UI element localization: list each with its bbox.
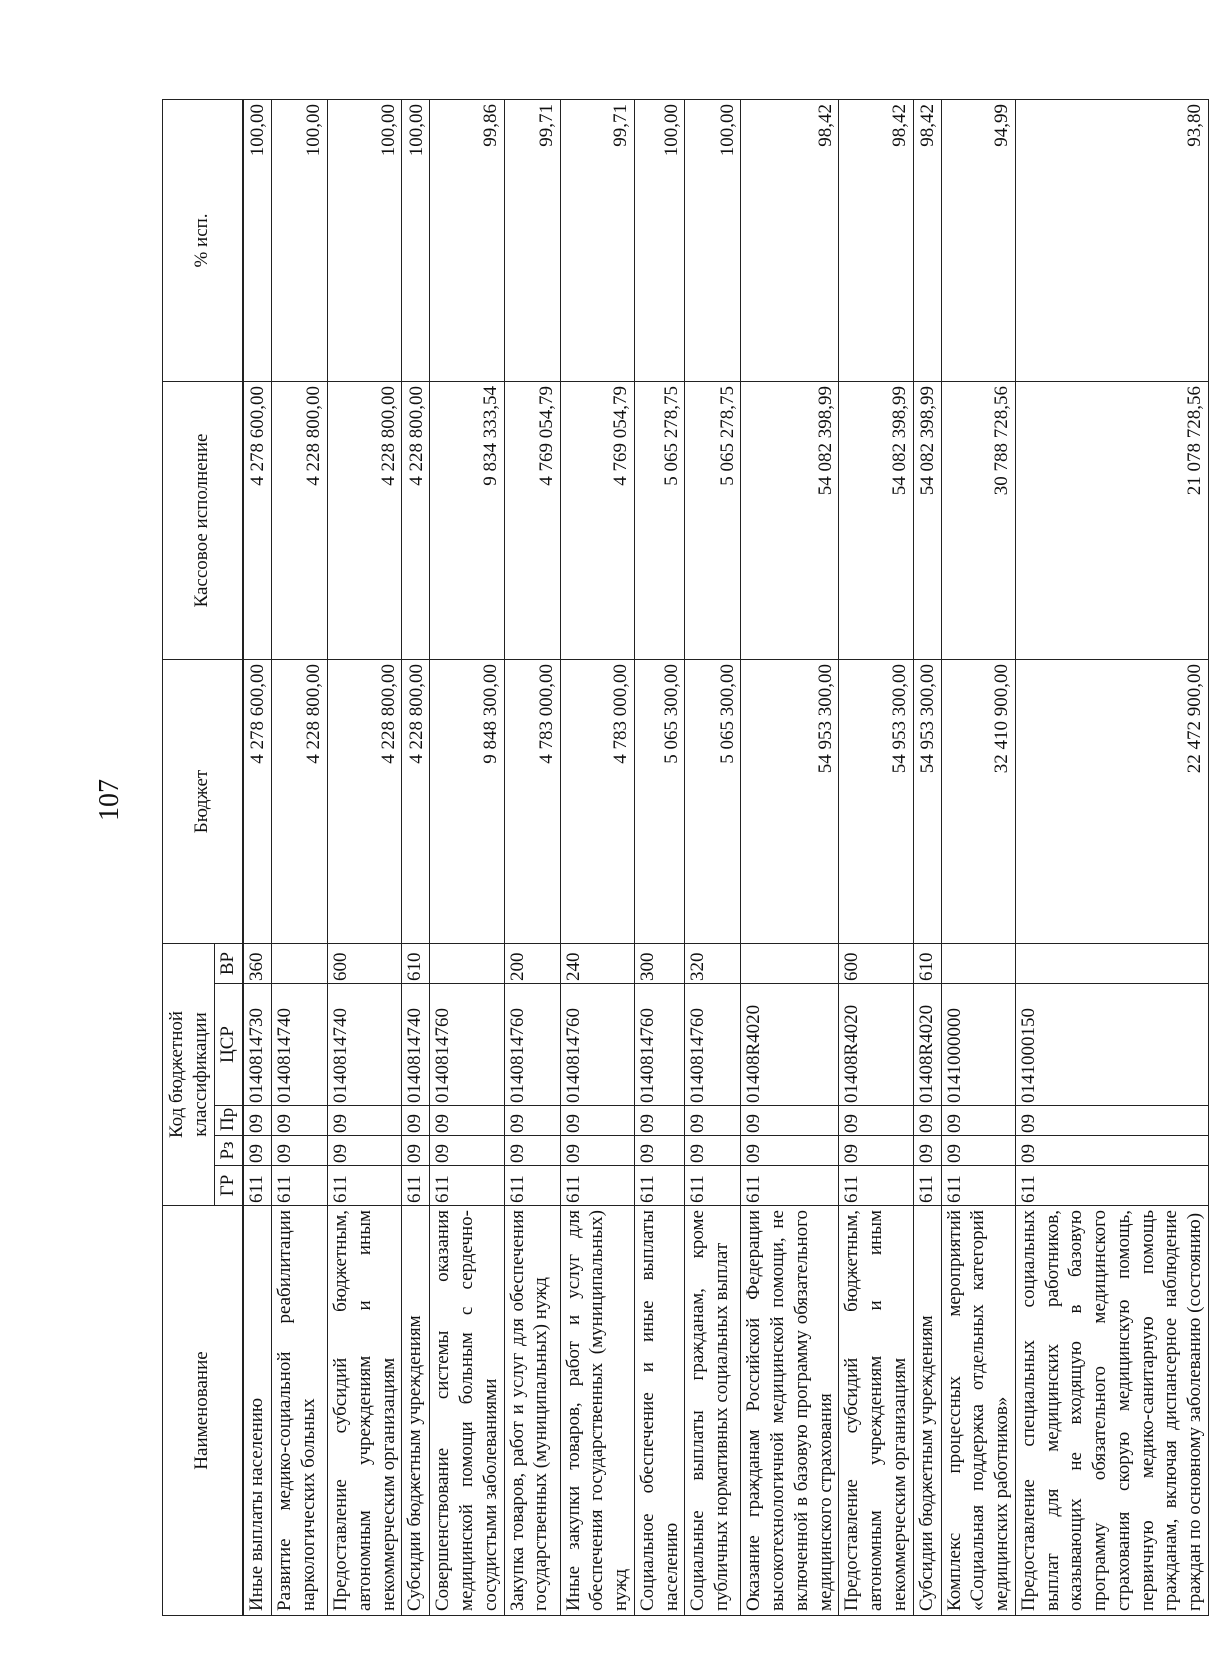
cell-percent: 99,71 bbox=[504, 99, 560, 381]
cell-pr: 09 bbox=[243, 1106, 272, 1136]
cell-name: Оказание гражданам Российской Федерации высокотехнологичной медицинской помощи, не включенной в базовую программу обязательного медицинского страхования bbox=[741, 1206, 839, 1616]
cell-budget: 54 953 300,00 bbox=[839, 659, 913, 943]
budget-table bbox=[162, 99, 1209, 1616]
cell-execution: 54 082 398,99 bbox=[741, 381, 839, 659]
cell-rz: 09 bbox=[741, 1136, 839, 1166]
cell-pr: 09 bbox=[272, 1106, 328, 1136]
cell-pr: 09 bbox=[741, 1106, 839, 1136]
cell-name: Закупка товаров, работ и услуг для обеспечения государственных (муниципальных) нужд bbox=[504, 1206, 560, 1616]
cell-execution: 4 769 054,79 bbox=[560, 381, 634, 659]
cell-vr bbox=[1015, 943, 1208, 983]
cell-rz: 09 bbox=[402, 1136, 430, 1166]
cell-csr: 01408R4020 bbox=[913, 984, 941, 1106]
cell-csr: 01408R4020 bbox=[839, 984, 913, 1106]
cell-rz: 09 bbox=[272, 1136, 328, 1166]
cell-budget: 4 783 000,00 bbox=[560, 659, 634, 943]
cell-vr bbox=[272, 943, 328, 983]
cell-percent: 100,00 bbox=[634, 99, 685, 381]
cell-execution: 4 228 800,00 bbox=[328, 381, 402, 659]
table-row bbox=[560, 99, 634, 1615]
header-csr: ЦСР bbox=[215, 984, 243, 1106]
cell-csr: 0140814740 bbox=[328, 984, 402, 1106]
rotated-table-container bbox=[162, 100, 1205, 1616]
table-row bbox=[504, 99, 560, 1615]
cell-csr: 0140814760 bbox=[560, 984, 634, 1106]
cell-csr: 0140814730 bbox=[243, 984, 272, 1106]
cell-rz: 09 bbox=[560, 1136, 634, 1166]
table-row bbox=[328, 99, 402, 1615]
cell-gr: 611 bbox=[560, 1166, 634, 1206]
cell-gr: 611 bbox=[685, 1166, 741, 1206]
header-rz: Рз bbox=[215, 1136, 243, 1166]
cell-csr: 0140814740 bbox=[272, 984, 328, 1106]
cell-csr: 01408R4020 bbox=[741, 984, 839, 1106]
cell-budget: 22 472 900,00 bbox=[1015, 659, 1208, 943]
cell-vr: 600 bbox=[328, 943, 402, 983]
cell-vr bbox=[741, 943, 839, 983]
cell-percent: 99,86 bbox=[430, 99, 504, 381]
cell-rz: 09 bbox=[243, 1136, 272, 1166]
cell-name: Социальные выплаты гражданам, кроме публичных нормативных социальных выплат bbox=[685, 1206, 741, 1616]
cell-rz: 09 bbox=[430, 1136, 504, 1166]
table-row bbox=[913, 99, 941, 1615]
cell-budget: 32 410 900,00 bbox=[941, 659, 1015, 943]
table-row bbox=[1015, 99, 1208, 1615]
table-row bbox=[839, 99, 913, 1615]
cell-rz: 09 bbox=[1015, 1136, 1208, 1166]
cell-pr: 09 bbox=[1015, 1106, 1208, 1136]
cell-csr: 0141000000 bbox=[941, 984, 1015, 1106]
cell-gr: 611 bbox=[272, 1166, 328, 1206]
cell-csr: 0140814760 bbox=[430, 984, 504, 1106]
cell-csr: 0140814740 bbox=[402, 984, 430, 1106]
cell-pr: 09 bbox=[913, 1106, 941, 1136]
cell-percent: 100,00 bbox=[402, 99, 430, 381]
table-row bbox=[272, 99, 328, 1615]
header-budget: Бюджет bbox=[163, 659, 243, 943]
cell-execution: 30 788 728,56 bbox=[941, 381, 1015, 659]
cell-vr bbox=[430, 943, 504, 983]
cell-csr: 0141000150 bbox=[1015, 984, 1208, 1106]
cell-gr: 611 bbox=[430, 1166, 504, 1206]
cell-pr: 09 bbox=[402, 1106, 430, 1136]
cell-percent: 98,42 bbox=[741, 99, 839, 381]
table-body bbox=[243, 99, 1209, 1615]
cell-rz: 09 bbox=[634, 1136, 685, 1166]
cell-vr: 610 bbox=[913, 943, 941, 983]
cell-gr: 611 bbox=[328, 1166, 402, 1206]
cell-pr: 09 bbox=[839, 1106, 913, 1136]
cell-budget: 4 228 800,00 bbox=[402, 659, 430, 943]
cell-gr: 611 bbox=[941, 1166, 1015, 1206]
cell-percent: 98,42 bbox=[913, 99, 941, 381]
cell-rz: 09 bbox=[328, 1136, 402, 1166]
header-percent: % исп. bbox=[163, 99, 243, 381]
cell-rz: 09 bbox=[685, 1136, 741, 1166]
page-number: 107 bbox=[94, 779, 125, 821]
cell-vr bbox=[941, 943, 1015, 983]
cell-percent: 100,00 bbox=[272, 99, 328, 381]
cell-pr: 09 bbox=[634, 1106, 685, 1136]
cell-name: Комплекс процессных мероприятий «Социальная поддержка отдельных категорий медицинских работников» bbox=[941, 1206, 1015, 1616]
cell-execution: 5 065 278,75 bbox=[685, 381, 741, 659]
cell-execution: 4 278 600,00 bbox=[243, 381, 272, 659]
cell-pr: 09 bbox=[504, 1106, 560, 1136]
cell-name: Совершенствование системы оказания медицинской помощи больным с сердечно-сосудистыми заболеваниями bbox=[430, 1206, 504, 1616]
cell-gr: 611 bbox=[402, 1166, 430, 1206]
cell-gr: 611 bbox=[1015, 1166, 1208, 1206]
table-row bbox=[741, 99, 839, 1615]
cell-budget: 5 065 300,00 bbox=[634, 659, 685, 943]
cell-vr: 600 bbox=[839, 943, 913, 983]
cell-rz: 09 bbox=[839, 1136, 913, 1166]
cell-execution: 9 834 333,54 bbox=[430, 381, 504, 659]
table-row bbox=[430, 99, 504, 1615]
cell-execution: 4 228 800,00 bbox=[272, 381, 328, 659]
cell-name: Предоставление специальных социальных выплат для медицинских работников, оказывающих не входящую в базовую программу обязательного медицинского страхования скорую медицинскую помощь, первичную медико-санитарную помощь гражданам, включая диспансерное наблюдение граждан по основному заболеванию (состоянию) bbox=[1015, 1206, 1208, 1616]
cell-percent: 94,99 bbox=[941, 99, 1015, 381]
cell-name: Предоставление субсидий бюджетным, автономным учреждениям и иным некоммерческим организациям bbox=[328, 1206, 402, 1616]
table-row bbox=[941, 99, 1015, 1615]
table-row bbox=[685, 99, 741, 1615]
cell-percent: 99,71 bbox=[560, 99, 634, 381]
cell-gr: 611 bbox=[741, 1166, 839, 1206]
header-name: Наименование bbox=[163, 1206, 243, 1616]
cell-pr: 09 bbox=[560, 1106, 634, 1136]
cell-percent: 93,80 bbox=[1015, 99, 1208, 381]
table-row bbox=[402, 99, 430, 1615]
cell-execution: 21 078 728,56 bbox=[1015, 381, 1208, 659]
header-vr: ВР bbox=[215, 943, 243, 983]
cell-execution: 54 082 398,99 bbox=[913, 381, 941, 659]
cell-gr: 611 bbox=[839, 1166, 913, 1206]
cell-execution: 5 065 278,75 bbox=[634, 381, 685, 659]
cell-budget: 4 228 800,00 bbox=[328, 659, 402, 943]
cell-percent: 100,00 bbox=[243, 99, 272, 381]
cell-percent: 100,00 bbox=[685, 99, 741, 381]
cell-budget: 4 783 000,00 bbox=[504, 659, 560, 943]
cell-budget: 5 065 300,00 bbox=[685, 659, 741, 943]
cell-execution: 54 082 398,99 bbox=[839, 381, 913, 659]
header-code-group: Код бюджетной классификации bbox=[163, 943, 215, 1205]
cell-pr: 09 bbox=[328, 1106, 402, 1136]
header-pr: Пр bbox=[215, 1106, 243, 1136]
cell-budget: 4 228 800,00 bbox=[272, 659, 328, 943]
cell-name: Иные закупки товаров, работ и услуг для обеспечения государственных (муниципальных) нужд bbox=[560, 1206, 634, 1616]
cell-gr: 611 bbox=[634, 1166, 685, 1206]
cell-name: Субсидии бюджетным учреждениям bbox=[913, 1206, 941, 1616]
cell-vr: 320 bbox=[685, 943, 741, 983]
cell-execution: 4 228 800,00 bbox=[402, 381, 430, 659]
cell-name: Субсидии бюджетным учреждениям bbox=[402, 1206, 430, 1616]
cell-rz: 09 bbox=[913, 1136, 941, 1166]
cell-pr: 09 bbox=[430, 1106, 504, 1136]
cell-vr: 240 bbox=[560, 943, 634, 983]
cell-gr: 611 bbox=[504, 1166, 560, 1206]
header-gr: ГР bbox=[215, 1166, 243, 1206]
cell-vr: 300 bbox=[634, 943, 685, 983]
cell-rz: 09 bbox=[941, 1136, 1015, 1166]
cell-budget: 9 848 300,00 bbox=[430, 659, 504, 943]
cell-budget: 54 953 300,00 bbox=[741, 659, 839, 943]
cell-gr: 611 bbox=[243, 1166, 272, 1206]
cell-name: Предоставление субсидий бюджетным, автономным учреждениям и иным некоммерческим организациям bbox=[839, 1206, 913, 1616]
cell-pr: 09 bbox=[941, 1106, 1015, 1136]
table-row bbox=[243, 99, 272, 1615]
header-execution: Кассовое исполнение bbox=[163, 381, 243, 659]
cell-budget: 54 953 300,00 bbox=[913, 659, 941, 943]
cell-percent: 100,00 bbox=[328, 99, 402, 381]
cell-execution: 4 769 054,79 bbox=[504, 381, 560, 659]
cell-pr: 09 bbox=[685, 1106, 741, 1136]
cell-vr: 200 bbox=[504, 943, 560, 983]
table-header bbox=[163, 99, 243, 1615]
cell-name: Развитие медико-социальной реабилитации наркологических больных bbox=[272, 1206, 328, 1616]
cell-rz: 09 bbox=[504, 1136, 560, 1166]
cell-percent: 98,42 bbox=[839, 99, 913, 381]
cell-name: Социальное обеспечение и иные выплаты населению bbox=[634, 1206, 685, 1616]
cell-vr: 610 bbox=[402, 943, 430, 983]
cell-csr: 0140814760 bbox=[685, 984, 741, 1106]
table-row bbox=[634, 99, 685, 1615]
cell-vr: 360 bbox=[243, 943, 272, 983]
cell-budget: 4 278 600,00 bbox=[243, 659, 272, 943]
cell-csr: 0140814760 bbox=[504, 984, 560, 1106]
cell-csr: 0140814760 bbox=[634, 984, 685, 1106]
cell-name: Иные выплаты населению bbox=[243, 1206, 272, 1616]
cell-gr: 611 bbox=[913, 1166, 941, 1206]
